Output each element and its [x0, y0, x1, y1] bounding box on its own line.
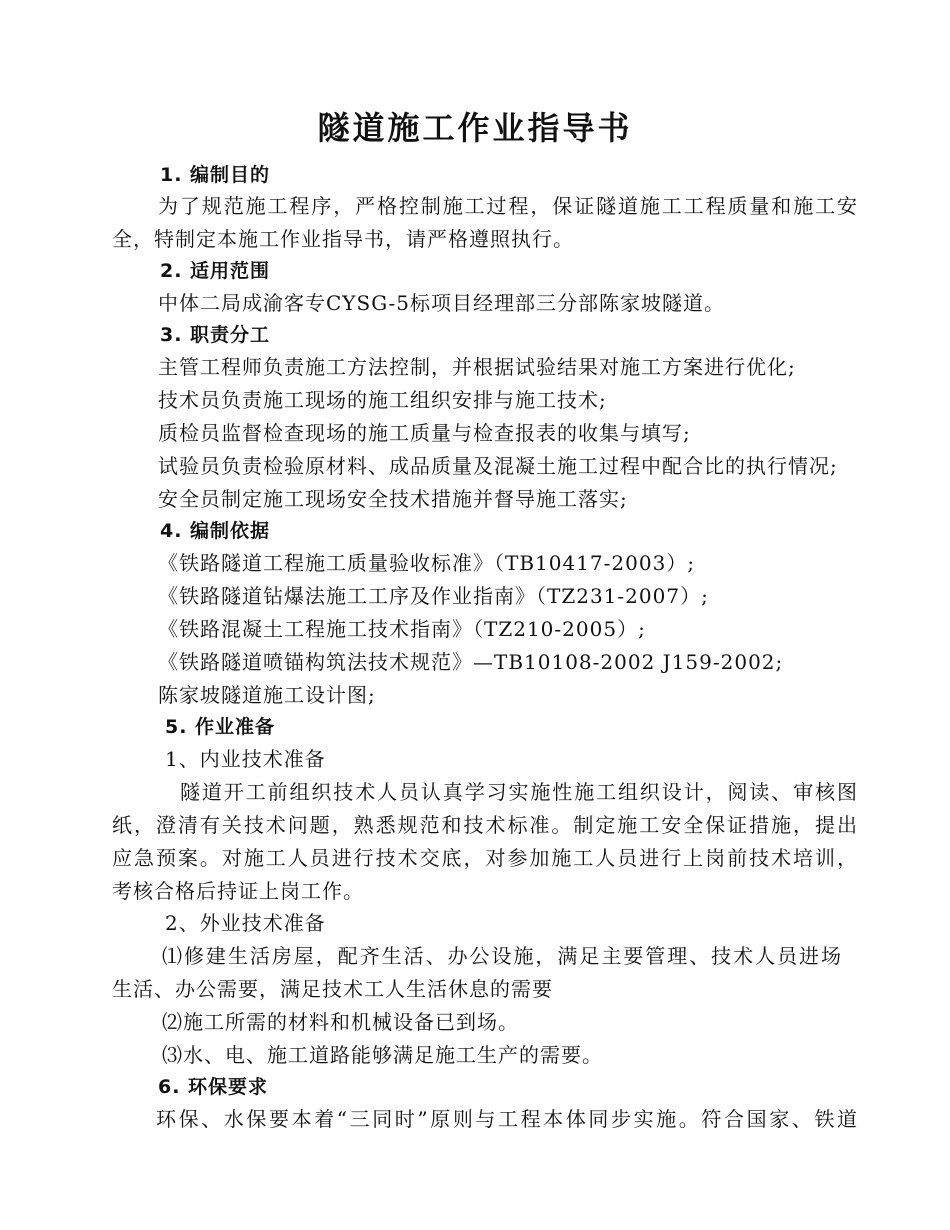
section-5-paragraph-line: 考核合格后持证上岗工作。	[112, 879, 364, 903]
section-6-line: 环保、水保要本着“三同时”原则与工程本体同步实施。符合国家、铁道	[156, 1107, 858, 1131]
section-1-line: 全，特制定本施工作业指导书，请严格遵照执行。	[112, 227, 574, 251]
section-3-line: 试验员负责检验原材料、成品质量及混凝土施工过程中配合比的执行情况;	[158, 454, 838, 478]
section-5-heading: 5. 作业准备	[165, 716, 276, 738]
section-2-line: 中体二局成渝客专CYSG-5标项目经理部三分部陈家坡隧道。	[158, 291, 726, 315]
section-4-line: 《铁路隧道喷锚构筑法技术规范》—TB10108-2002 J159-2002;	[158, 650, 784, 674]
section-4-line: 《铁路隧道钻爆法施工工序及作业指南》（TZ231-2007）;	[158, 584, 709, 608]
section-3-line: 安全员制定施工现场安全技术措施并督导施工落实;	[158, 487, 628, 511]
section-1-line: 为了规范施工程序，严格控制施工过程，保证隧道施工工程质量和施工安	[158, 194, 858, 218]
section-4-heading: 4. 编制依据	[160, 520, 271, 542]
section-5-paragraph-line: 纸，澄清有关技术问题，熟悉规范和技术标准。制定施工安全保证措施，提出	[112, 813, 858, 837]
section-5-paragraph-line: 隧道开工前组织技术人员认真学习实施性施工组织设计，阅读、审核图	[180, 780, 858, 804]
section-3-heading: 3. 职责分工	[160, 324, 271, 346]
section-5-paragraph-line: ⑴修建生活房屋，配齐生活、办公设施，满足主要管理、技术人员进场	[162, 944, 842, 968]
section-6-heading: 6. 环保要求	[158, 1076, 269, 1098]
section-5-paragraph-line: 生活、办公需要，满足技术工人生活休息的需要	[112, 977, 553, 1001]
section-3-line: 技术员负责施工现场的施工组织安排与施工技术;	[158, 388, 607, 412]
section-5-paragraph-line: 应急预案。对施工人员进行技术交底，对参加施工人员进行上岗前技术培训，	[112, 846, 858, 870]
document-title: 隧道施工作业指导书	[317, 109, 633, 147]
section-5-paragraph-line: ⑵施工所需的材料和机械设备已到场。	[162, 1010, 519, 1034]
section-1-heading: 1. 编制目的	[160, 164, 271, 186]
section-2-heading: 2. 适用范围	[160, 260, 271, 282]
section-4-line: 《铁路混凝土工程施工技术指南》（TZ210-2005）;	[158, 617, 646, 641]
section-5-paragraph-line: ⑶水、电、施工道路能够满足施工生产的需要。	[162, 1043, 603, 1067]
section-4-line: 陈家坡隧道施工设计图;	[158, 683, 376, 707]
section-4-line: 《铁路隧道工程施工质量验收标准》（TB10417-2003）;	[158, 551, 696, 575]
section-3-line: 质检员监督检查现场的施工质量与检查报表的收集与填写;	[158, 421, 691, 445]
section-5-subheading: 2、外业技术准备	[165, 911, 326, 935]
section-3-line: 主管工程师负责施工方法控制，并根据试验结果对施工方案进行优化;	[158, 355, 796, 379]
section-5-subheading: 1、内业技术准备	[165, 747, 326, 771]
